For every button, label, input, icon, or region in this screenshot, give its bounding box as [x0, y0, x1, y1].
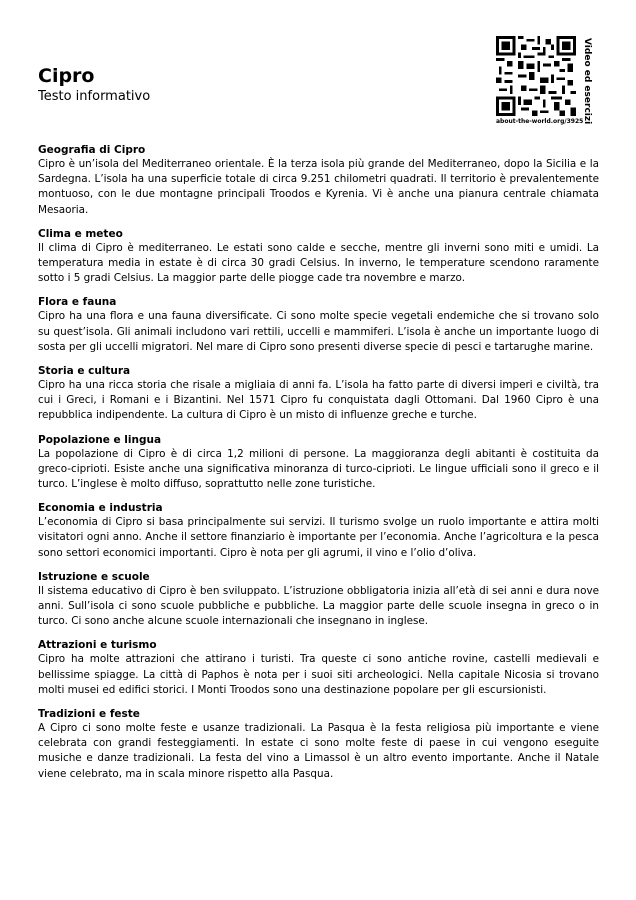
section-heading: Popolazione e lingua: [38, 433, 162, 446]
section-text: Cipro ha molte attrazioni che attirano i turisti. Tra queste ci sono antiche rovine, castelli medievali e bellissime spiagge. La città di Paphos è nota per i suoi siti archeologici. Nella capitale Nicosia si trovano molti musei ed edifici storici. I Monti Troodos sono una destinazione popolare per gli escursionisti.: [38, 653, 599, 696]
section-heading: Attrazioni e turismo: [38, 639, 157, 652]
qr-block: [496, 36, 596, 130]
section-text: Cipro ha una ricca storia che risale a migliaia di anni fa. L’isola ha fatto parte di diversi imperi e civiltà, tra cui i Greci, i Romani e i Bizantini. Nel 1571 Cipro fu conquistata dagli Ottomani. Dal 1960 Cipro è una repubblica indipendente. La cultura di Cipro è un misto di influenze greche e turche.: [38, 379, 599, 422]
section-tradizioni: [38, 707, 599, 782]
page-subtitle: Testo informativo: [38, 89, 151, 104]
section-text: Cipro ha una flora e una fauna diversificate. Ci sono molte specie vegetali endemiche che si trovano solo su quest’isola. Gli animali includono vari rettili, uccelli e mammiferi. L’isola è anche un importante luogo di sosta per gli uccelli migratori. Nel mare di Cipro sono presenti diverse specie di pesci e tartarughe marine.: [38, 310, 599, 353]
page-header: [38, 64, 150, 106]
section-istruzione: [38, 570, 599, 630]
section-economia: [38, 501, 599, 561]
section-heading: Flora e fauna: [38, 296, 117, 309]
section-text: A Cipro ci sono molte feste e usanze tradizionali. La Pasqua è la festa religiosa più importante e viene celebrata con grandi festeggiamenti. In estate ci sono molte feste di paese in cui vengono eseguite musiche e danze tradizionali. La festa del vino a Limassol è un altro evento importante. Anche il Natale viene celebrato, ma in scala minore rispetto alla Pasqua.: [38, 722, 599, 780]
section-geografia: [38, 143, 599, 218]
article-body: [38, 143, 599, 791]
section-heading: Istruzione e scuole: [38, 570, 150, 583]
section-clima: [38, 227, 599, 287]
section-text: L’economia di Cipro si basa principalmente sui servizi. Il turismo svolge un ruolo importante e attira molti visitatori ogni anno. Anche il settore finanziario è importante per l’economia. Anche l’agricoltura e la pesca sono settori economici importanti. Cipro è nota per gli agrumi, il vino e l’olio d’oliva.: [38, 516, 599, 559]
qr-code-icon[interactable]: [496, 36, 576, 116]
section-heading: Geografia di Cipro: [38, 144, 146, 156]
section-text: Il sistema educativo di Cipro è ben sviluppato. L’istruzione obbligatoria inizia all’età di sei anni e dura nove anni. Sull’isola ci sono scuole pubbliche e pubbliche. La maggior parte delle scuole insegna in greco o in turco. Ci sono anche alcune scuole internazionali che insegnano in inglese.: [38, 584, 599, 628]
qr-url[interactable]: about-the-world.org/3925: [496, 118, 584, 125]
section-popolazione: [38, 433, 599, 493]
qr-side-label: Video ed esercizi: [582, 38, 592, 125]
page-title: Cipro: [38, 65, 95, 87]
section-heading: Clima e meteo: [38, 227, 123, 240]
section-flora-fauna: [38, 295, 599, 355]
section-text: Cipro è un’isola del Mediterraneo orientale. È la terza isola più grande del Mediterraneo, dopo la Sicilia e la Sardegna. L’isola ha una superficie totale di circa 9.251 chilometri quadrati. Il territorio è prevalentemente montuoso, con le due montagne principali Troodos e Kyrenia. Vi è anche una pianura centrale chiamata Mesaoria.: [38, 158, 599, 216]
section-attrazioni: [38, 638, 599, 698]
section-heading: Storia e cultura: [38, 365, 131, 378]
section-heading: Tradizioni e feste: [38, 708, 140, 721]
section-storia: [38, 364, 599, 424]
section-text: La popolazione di Cipro è di circa 1,2 milioni di persone. La maggioranza degli abitanti è costituita da greco-ciprioti. Esiste anche una significativa minoranza di turco-ciprioti. Le lingue ufficiali sono il greco e il turco. L’inglese è molto diffuso, soprattutto nelle zone turistiche.: [38, 447, 599, 491]
section-heading: Economia e industria: [38, 502, 163, 515]
section-text: Il clima di Cipro è mediterraneo. Le estati sono calde e secche, mentre gli inverni sono miti e umidi. La temperatura media in estate è di circa 30 gradi Celsius. In inverno, le temperature scendono raramente sotto i 5 gradi Celsius. La maggior parte delle piogge cade tra novembre e marzo.: [38, 241, 599, 285]
